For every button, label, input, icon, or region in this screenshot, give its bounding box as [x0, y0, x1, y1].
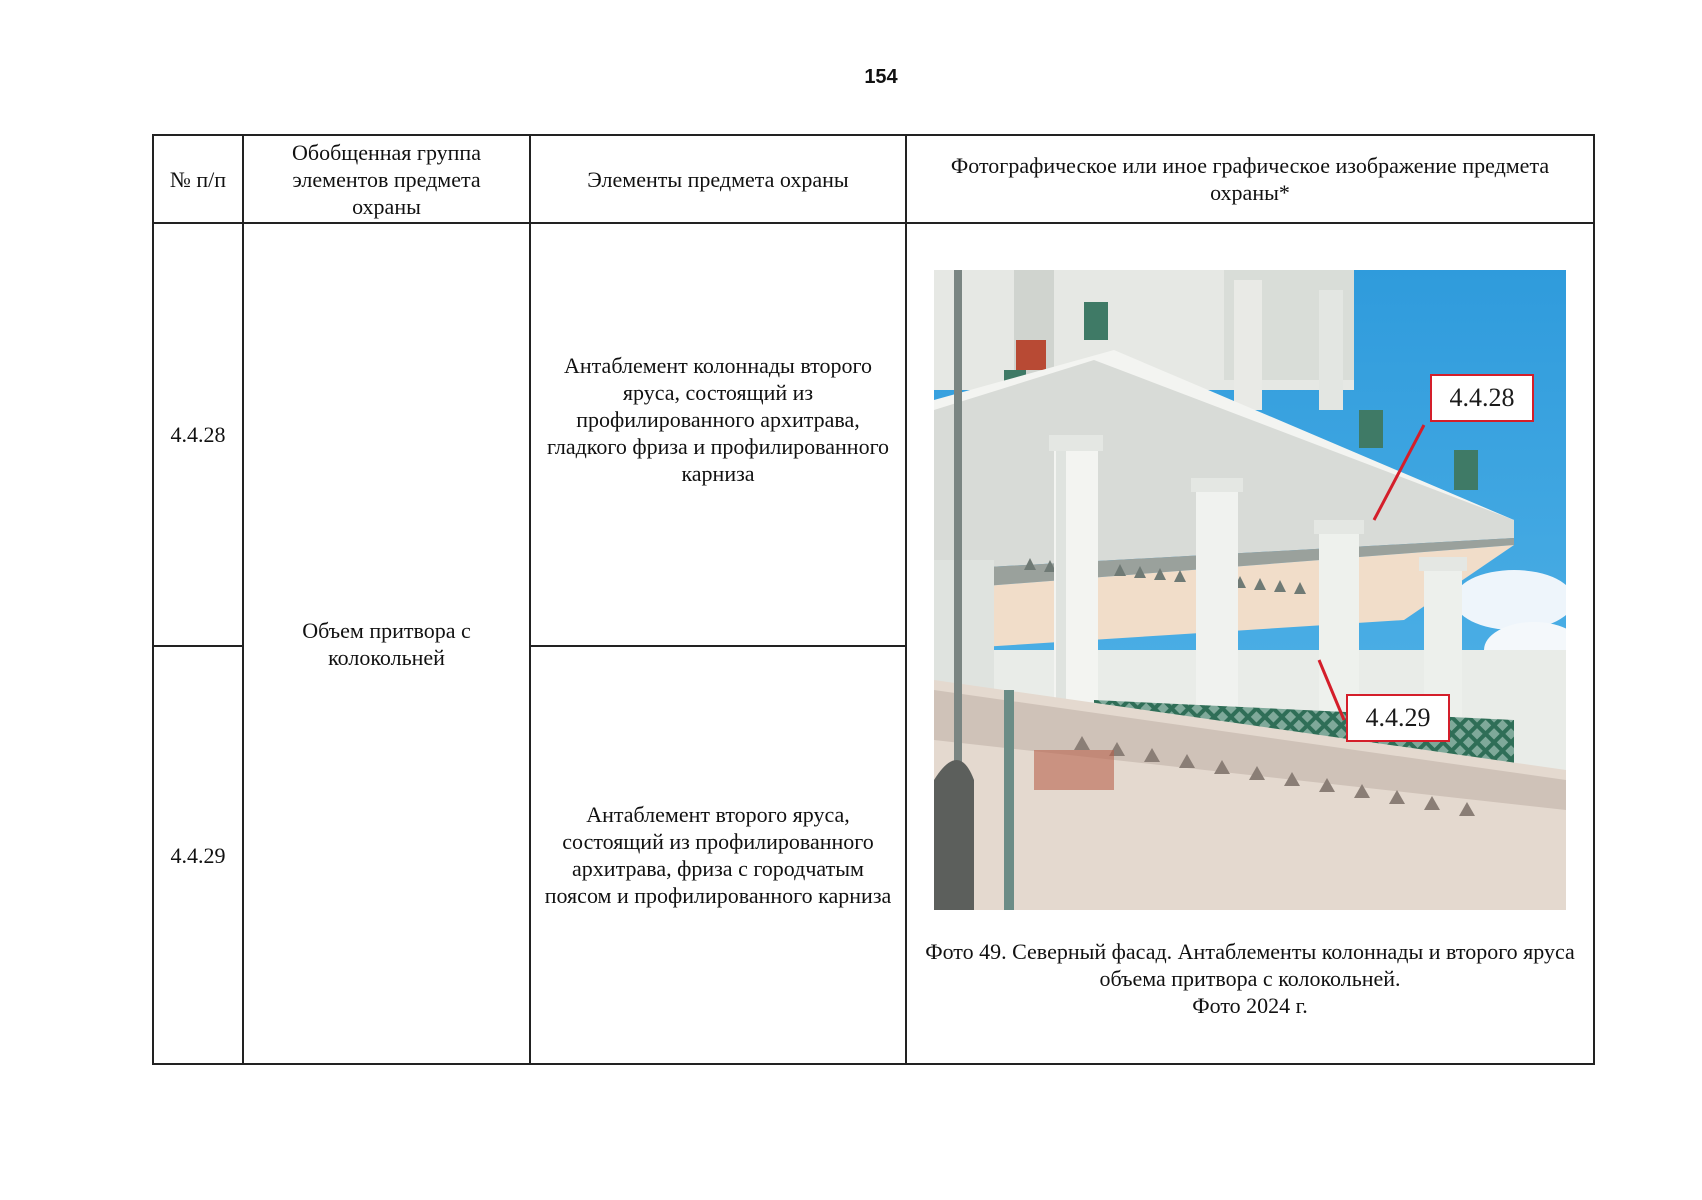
element-cell: Антаблемент колоннады второго яруса, состоящий из профилированного архитрава, гладкого фриза и профилированного карниза: [530, 223, 906, 646]
callout-4-4-28: 4.4.28: [1430, 374, 1534, 422]
callout-4-4-29: 4.4.29: [1346, 694, 1450, 742]
element-cell: Антаблемент второго яруса, состоящий из профилированного архитрава, фриза с городчатым поясом и профилированного карниза: [530, 646, 906, 1064]
header-elements: Элементы предмета охраны: [530, 135, 906, 223]
group-cell: [243, 223, 530, 1064]
protection-elements-table: [152, 134, 1595, 1065]
row-num: 4.4.28: [153, 223, 243, 646]
header-group: Обобщенная группа элементов предмета охраны: [243, 135, 530, 223]
group-label: Объем притвора с колокольней: [302, 617, 471, 670]
header-num: № п/п: [153, 135, 243, 223]
facade-photo: [934, 270, 1566, 910]
table-header-row: [153, 135, 1594, 223]
row-num: 4.4.29: [153, 646, 243, 1064]
photo-cell: [906, 223, 1594, 1064]
photo-caption: Фото 49. Северный фасад. Антаблементы колоннады и второго яруса объема притвора с колокольней. Фото 2024 г.: [925, 939, 1575, 1018]
header-image: Фотографическое или иное графическое изображение предмета охраны*: [906, 135, 1594, 223]
table-row: [153, 223, 1594, 646]
page-number: 154: [864, 66, 898, 88]
